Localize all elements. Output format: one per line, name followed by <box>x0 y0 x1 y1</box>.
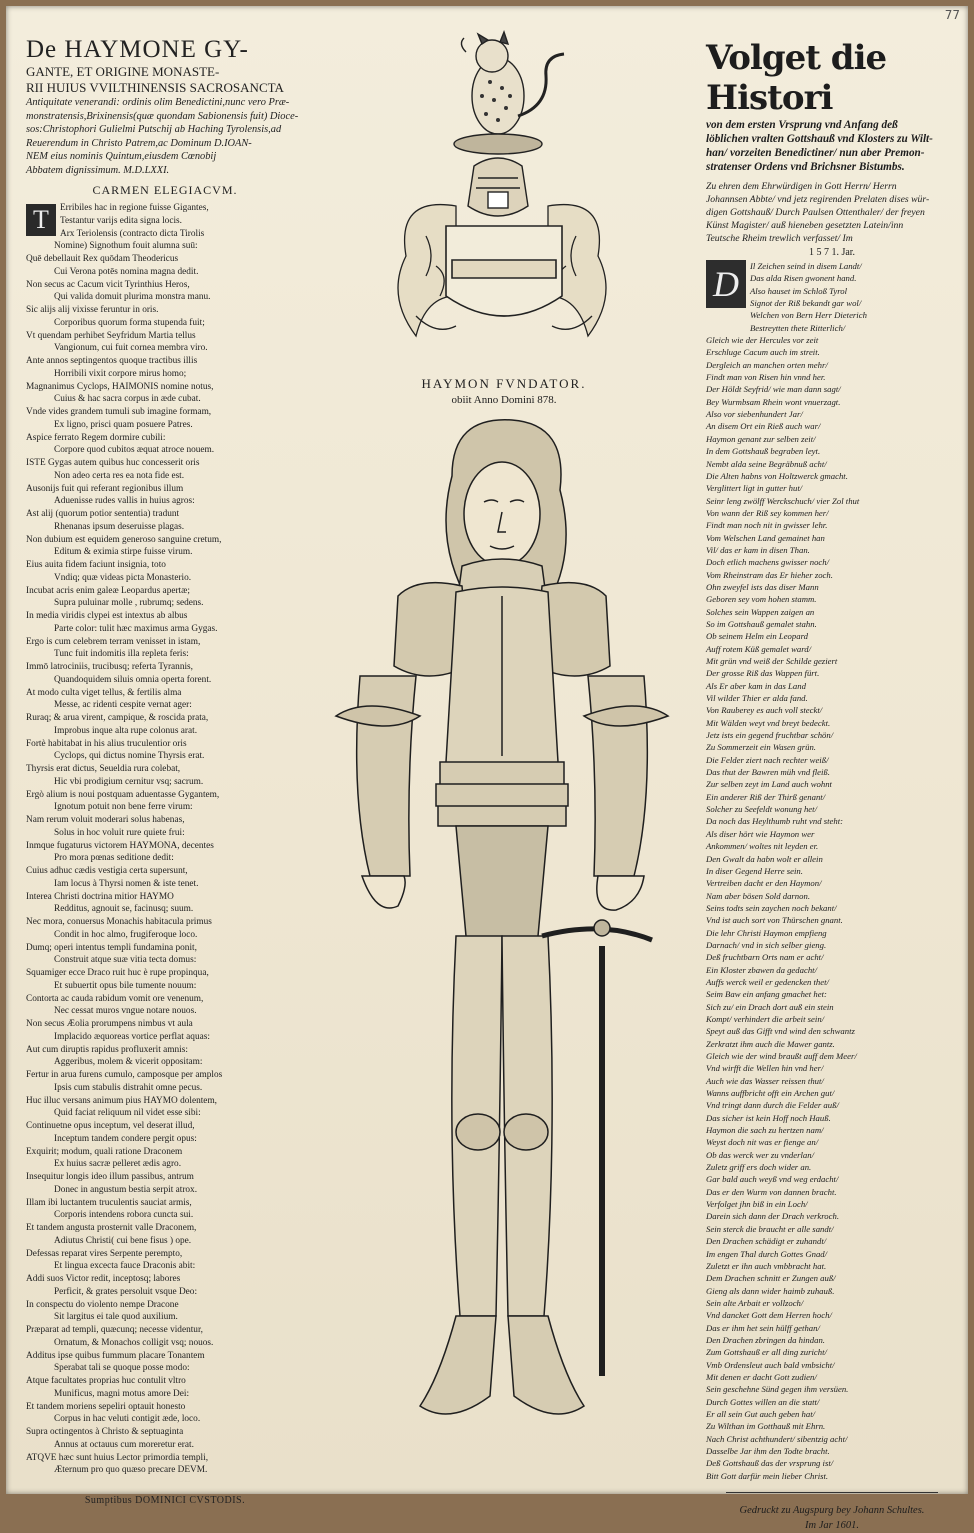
german-poem-line: In dem Gottshauß begraben leyt. <box>706 446 821 457</box>
german-column <box>706 38 958 1532</box>
latin-poem-line: Æternum pro quo quæso precare DEVM. <box>54 1465 208 1476</box>
german-poem-line: Ohn zweyfel ists das diser Mann <box>706 581 819 592</box>
german-year: 1 5 7 1. Jar. <box>808 247 856 258</box>
german-subtitle <box>706 118 958 174</box>
latin-poem-line: At modo culta viget tellus, & fertilis alma <box>26 687 182 698</box>
latin-poem-line: ATQVE hæc sunt huius Lector primordia templi, <box>26 1452 209 1463</box>
german-poem-line: Il Zeichen seind in disem Landt/ <box>750 261 862 271</box>
latin-poem-line: Additus ipse quibus fummum placare Tonantem <box>26 1350 205 1361</box>
german-poem-line: Geboren sey vom hohen stamm. <box>706 594 817 605</box>
german-dedication-line: Johannsen Abbte/ vnd jetz regirenden Prelaten dises wür- <box>706 194 930 205</box>
latin-poem-line: Perficit, & grates persoluit vsque Deo: <box>54 1286 198 1297</box>
german-poem-line: Bitt Gott darfür mein lieber Christ. <box>706 1470 829 1481</box>
german-poem-line: Dasselbe Jar ihm den Todte bracht. <box>706 1446 830 1456</box>
latin-poem-line: Quandoquidem siluis omnia operta forent. <box>54 674 212 685</box>
german-poem-line: Deß Gottshauß das der vrsprung ist/ <box>706 1458 834 1469</box>
latin-dropcap: T <box>26 204 56 236</box>
german-poem-line: Vnd ist auch sort von Thürschen gnant. <box>706 915 843 926</box>
latin-poem-line: In media viridis clypei est intextus ab albus <box>26 611 188 621</box>
german-poem-line: Als Er aber kam in das Land <box>706 680 806 691</box>
german-poem-line: Auff rotem Küß gemalet ward/ <box>706 643 812 654</box>
latin-poem-line: Continuetne opus inceptum, vel deserat illud, <box>26 1121 195 1131</box>
german-poem-line: Den Gwalt da habn wolt er allein <box>706 853 823 864</box>
german-poem-line: Ankommen/ woltes nit leyden er. <box>706 841 819 852</box>
german-poem-line: Also vor siebenhundert Jar/ <box>706 409 803 420</box>
german-poem-line: Vnd dancket Gott dem Herren hoch/ <box>706 1310 832 1321</box>
german-poem-line: Das thut der Bawren müh vnd fleiß. <box>706 767 830 778</box>
latin-title-italic-line: Reuerendum in Christo Patrem,ac Dominum D.IOAN- <box>26 137 252 149</box>
latin-poem-line: Messe, ac ridenti cespite vernat ager: <box>54 700 192 711</box>
latin-poem-line: Non secus ac Cacum vicit Tyrinthius Heros, <box>26 279 190 290</box>
german-poem-line: Wanns auffbricht offt ein Archen gut/ <box>706 1088 835 1099</box>
latin-poem-line: Fortè habitabat in his alius truculentior oris <box>26 738 187 749</box>
latin-title-line: GANTE, ET ORIGINE MONASTE- <box>26 64 220 79</box>
german-poem-line: Im engen Thal durch Gottes Gnad/ <box>706 1248 828 1259</box>
latin-poem-line: Incubat acris enim galeæ Leopardus apertæ; <box>26 585 190 596</box>
latin-poem-line: Addi suos Victor redit, inceptosq; labores <box>26 1274 181 1284</box>
carmen-heading: CARMEN ELEGIACVM. <box>92 183 238 197</box>
imprint-rule <box>726 1492 938 1493</box>
latin-poem-line: Eius auita fidem faciunt insignia, toto <box>26 560 166 570</box>
german-poem-line: Mit denen er dacht Gott zudien/ <box>706 1371 817 1382</box>
shield <box>446 226 562 316</box>
latin-poem-line: Dumq; operi intentus templi fundamina ponit, <box>26 942 197 953</box>
german-poem-line: Verfolget jhn biß in ein Loch/ <box>706 1199 808 1210</box>
latin-poem-line: Fertur in arua furens cumulo, camposque per amplos <box>26 1070 223 1080</box>
latin-poem-line: Annus at octauus cum moreretur erat. <box>54 1439 194 1450</box>
latin-poem-line: Quid faciat reliquum nil videt esse sibi: <box>54 1108 201 1119</box>
latin-poem-line: Ex huius sacræ pelleret ædis agro. <box>54 1159 182 1170</box>
german-poem-line: Von Rauberey es auch voll steckt/ <box>706 705 823 716</box>
german-poem-line: Sein sterck die braucht er alle sandt/ <box>706 1223 834 1234</box>
latin-poem-line: Ergò alium is noui postquam aduentasse Gygantem, <box>26 789 220 800</box>
german-poem-line: Zur selben zeyt im Land auch wohnt <box>706 779 832 790</box>
latin-poem-line: Ante annos septingentos quoque tractibus illis <box>26 356 198 366</box>
latin-poem-line: Cyclops, qui dictus nomine Thyrsis erat. <box>54 751 205 762</box>
german-poem-line: Die Felder ziert nach rechter weiß/ <box>706 754 829 765</box>
german-poem-line: Den Drachen schädigt er zuhandt/ <box>706 1236 827 1247</box>
latin-title-lines <box>26 64 304 96</box>
latin-title-italic <box>26 96 304 177</box>
latin-poem-line: Nec cessat muros vngue notare nouos. <box>54 1006 197 1017</box>
german-poem-line: Signot der Riß bekandt gar wol/ <box>750 298 862 309</box>
german-poem-line: Das er ihm het sein hülff gethan/ <box>706 1322 820 1333</box>
german-poem-line: Nembt alda seine Begräbnuß acht/ <box>706 458 827 469</box>
german-poem-line: Bey Wurmbsam Rhein wont vnuerzagt. <box>706 396 841 407</box>
german-poem-line: Ein Kloster zbawen da gedacht/ <box>706 964 817 975</box>
german-poem-line: Mit grün vnd weiß der Schilde geziert <box>706 656 838 666</box>
latin-poem-line: Pro mora pœnas seditione dedit: <box>54 853 174 864</box>
latin-poem-line: Exquirit; modum, quali ratione Draconem <box>26 1146 183 1157</box>
obiit-caption: obiit Anno Domini 878. <box>451 394 557 406</box>
latin-poem-line: Ex ligno, prisci quam posuere Patres. <box>54 419 193 430</box>
latin-poem-line: Solus in hoc voluit rure quiete frui: <box>54 827 185 838</box>
latin-poem-line: Sperabat tali se quoque posse modo: <box>54 1363 190 1374</box>
german-poem-line: Erschluge Cacum auch im streit. <box>706 347 820 358</box>
latin-poem-line: Defessas reparat vires Serpente perempto, <box>26 1248 183 1259</box>
german-poem-line: Als diser hört wie Haymon wer <box>706 828 815 839</box>
german-poem-line: Gar bald auch weyß vnd weg erdacht/ <box>706 1174 839 1185</box>
german-poem-line: Findt man von Risen hin vnnd her. <box>706 372 826 383</box>
latin-poem-line: Ergo is cum celebrem terram venisset in istam, <box>26 636 201 647</box>
german-poem-line: Der Höldt Seyfrid/ wie man dann sagt/ <box>706 384 841 395</box>
latin-poem-line: Hic vbi prodigium cernitur vsq; sacrum. <box>54 776 204 787</box>
latin-poem-line: Construit atque suæ vitia tecta domus: <box>54 955 197 966</box>
german-poem-line: Zerkratzt ihm auch die Mawer gantz. <box>706 1038 835 1049</box>
german-poem-line: Solches sein Wappen zaigen an <box>706 606 815 617</box>
latin-poem-line: Adiutus Christi( cui bene fisus ) ope. <box>54 1235 192 1246</box>
latin-poem-line: Et lingua excecta fauce Draconis abit: <box>54 1261 196 1272</box>
latin-poem-line: Vt quendam perhibet Seyfridum Martia tellus <box>26 330 196 341</box>
german-subtitle-line: stratenser Ordens vnd Brichsner Bistumbs. <box>706 161 905 173</box>
latin-poem-line: Quē debellauit Rex quōdam Theodericus <box>26 254 179 264</box>
latin-title-italic-line: sos:Christophori Gulielmi Putschij ab Haching Tyrolensis,ad <box>26 124 282 135</box>
german-poem-line: Haymon die sach zu hertzen nam/ <box>706 1125 824 1136</box>
latin-poem-line: Supra puluinar molle , rubrumq; sedens. <box>54 598 204 609</box>
fundator-caption: HAYMON FVNDATOR. <box>421 376 587 391</box>
latin-poem-line: Thyrsis erat dictus, Seueldia rura colebat, <box>26 764 181 774</box>
german-poem-line: Er all sein Gut auch geben hat/ <box>706 1408 816 1419</box>
latin-poem-line: Sic alijs alij vixisse feruntur in oris. <box>26 305 159 315</box>
latin-poem-line: Corpus in hac veluti contigit æde, loco. <box>54 1414 201 1425</box>
latin-poem-line: Corporis intendens robora cuncta sui. <box>54 1210 194 1221</box>
helmet <box>468 158 528 216</box>
latin-poem-line: Editum & eximia stirpe fuisse virum. <box>54 547 193 558</box>
latin-poem-line: Corporibus quorum forma stupenda fuit; <box>54 317 205 328</box>
latin-poem-line: Vndiq; quæ videas picta Monasterio. <box>54 572 192 583</box>
latin-poem-line: Nomine) Signothum fouit alumna suū: <box>54 241 198 252</box>
engraving <box>306 16 702 1486</box>
imprint-line-1: Gedruckt zu Augspurg bey Johann Schultes. <box>739 1505 925 1517</box>
latin-column <box>26 36 304 1506</box>
german-poem-line: Solcher zu Seefeldt wonung het/ <box>706 804 817 815</box>
latin-poem-line: Corpore quod cubitos æquat atroce nouem. <box>54 445 215 456</box>
latin-poem-line: Ipsis cum stabulis distrahit omne pecus. <box>54 1082 203 1093</box>
latin-poem-line: In conspectu do violento nempe Dracone <box>26 1299 179 1310</box>
latin-poem-line: Horribili vixit corpore mirus homo; <box>54 368 187 379</box>
latin-poem-line: Aspice ferrato Regem dormire cubili: <box>26 432 166 443</box>
latin-poem-line: Vangionum, cui fuit cornea membra viro. <box>54 343 208 354</box>
german-poem-line: Das alda Risen gwonent hand. <box>750 273 857 284</box>
german-poem-line: Dergleich an manchen orten mehr/ <box>706 359 828 370</box>
latin-poem-line: Arx Teriolensis (contracto dicta Tirolis <box>60 228 205 239</box>
german-poem-line: Gieng als dann wider haimb zuhauß. <box>706 1285 835 1296</box>
german-poem-line: Seins todts sein zaychen noch bekant/ <box>706 902 837 913</box>
german-poem-line: Seim Baw ein anfang gmachet het: <box>706 989 827 1000</box>
german-poem-line: Welchen von Bern Herr Dieterich <box>750 310 867 321</box>
german-poem-line: Von wann der Riß sey kommen her/ <box>706 507 829 518</box>
german-dedication-line: Teutsche Rheim trewlich verfasset/ Im <box>706 233 853 244</box>
german-dedication-line: Zu ehren dem Ehrwürdigen in Gott Herrn/ Herrn <box>706 181 897 192</box>
german-poem-line: Die lehr Christi Haymon empfieng <box>706 927 827 938</box>
german-poem-line: Vnd wirfft die Wellen hin vnd her/ <box>706 1063 824 1074</box>
german-poem-line: Zuletzt er ihn auch vmbbracht hat. <box>706 1260 827 1271</box>
latin-title-italic-line: NEM eius nominis Quintum,eiusdem Cœnobij <box>26 151 217 162</box>
latin-poem-line: Donec in angustum bestia serpit atrox. <box>54 1184 198 1195</box>
latin-title-italic-line: Abbatem dignissimum. M.D.LXXI. <box>26 164 170 176</box>
knight-figure-image <box>306 416 702 1476</box>
german-poem-line: Deß fruchtbarn Orts nam er acht/ <box>706 952 824 963</box>
german-poem-line: Speyt auß das Gifft vnd wind den schwantz <box>706 1026 855 1037</box>
latin-poem-line: Non adeo certa res ea nota fide est. <box>54 470 185 481</box>
german-poem-line: Dem Drachen schnitt er Zungen auß/ <box>706 1273 836 1284</box>
latin-poem-line: Et tandem moriens sepeliri optauit honesto <box>26 1401 186 1412</box>
latin-poem-line: Ausonijs fuit qui referant regionibus illum <box>26 483 184 494</box>
latin-poem-line: Immō latrociniis, trucibusq; referta Tyrannis, <box>26 662 193 672</box>
german-poem-line: Da noch das Heylthumb ruht vnd steht: <box>706 816 844 827</box>
latin-poem-line: Nam rerum voluit moderari solus habenas, <box>26 815 185 825</box>
german-poem-line: Vil/ das er kam in disen Than. <box>706 544 810 555</box>
latin-title-italic-line: monstratensis,Brixinensis(quæ quondam Sabionensis fuit) Dioce- <box>26 110 299 122</box>
latin-poem-line: Squamiger ecce Draco ruit huc è rupe propinqua, <box>26 968 209 978</box>
german-poem-line: Darnach/ vnd in sich selber gieng. <box>706 939 827 950</box>
german-subtitle-line: von dem ersten Vrsprung vnd Anfang deß <box>706 119 898 131</box>
german-title: Volget die Histori <box>706 38 887 118</box>
german-poem-line: Jetz ists ein gegend fruchtbar schön/ <box>706 730 834 741</box>
latin-poem-line: Implacido æquoreas vortice perflat aquas: <box>54 1031 210 1042</box>
german-poem-line: Nam aber bösen Sold darnon. <box>706 890 811 901</box>
latin-poem-line: Contorta ac cauda rabidum vomit ore venenum, <box>26 993 204 1004</box>
german-dedication <box>706 180 958 245</box>
latin-poem-line: Inmque fugaturus victorem HAYMONA, decentes <box>26 840 214 851</box>
german-poem-line: Gleich wie der Hercules vor zeit <box>706 335 819 346</box>
latin-poem-line: Atque facultates proprias huc contulit vltro <box>26 1376 186 1386</box>
german-poem-line: Ein anderer Riß der Thirß genant/ <box>706 791 826 802</box>
latin-poem-line: Ignotum potuit non bene ferre virum: <box>54 802 193 813</box>
latin-poem-line: Illam ibi luctantem truculentis sauciat armis, <box>26 1197 192 1208</box>
latin-poem-line: Aduenisse rudes vallis in huius agros: <box>54 496 195 507</box>
latin-poem-line: Ruraq; & arua virent, campique, & roscida prata, <box>26 713 209 723</box>
german-poem <box>706 260 958 1482</box>
german-dedication-line: digen Gottshauß/ Durch Paulsen Ottenthaler/ der freyen <box>706 207 925 218</box>
german-poem-line: Vil wilder Thier er alda fand. <box>706 693 808 704</box>
german-poem-line: Zu Sommerzeit ein Wasen grün. <box>706 742 816 753</box>
latin-poem-line: Non dubium est equidem generoso sanguine cretum, <box>26 534 222 545</box>
german-dedication-line: Künst Magister/ auß hieneben gesetzten Latein/inn <box>706 220 904 231</box>
german-poem-line: Der grosse Riß das Wappen fürt. <box>706 668 820 679</box>
german-poem-line: Gleich wie der wind braußt auff dem Meer/ <box>706 1051 857 1061</box>
german-poem-line: Vnd tringt dann durch die Felder auß/ <box>706 1100 839 1111</box>
german-poem-line: An disem Ort ein Rieß auch war/ <box>706 421 821 432</box>
latin-poem-line: Cuius & hac sacra corpus in æde cubat. <box>54 394 201 405</box>
latin-poem-line: Supra octingentos à Christo & septuaginta <box>26 1427 184 1437</box>
latin-poem-line: Parte color: tulit hæc maximus arma Gygas. <box>54 623 218 634</box>
german-poem-line: Seinr leng zwölff Werckschuch/ vier Zol thut <box>706 495 860 506</box>
latin-poem-line: Vnde vides grandem tumuli sub imagine formam, <box>26 407 212 417</box>
latin-poem-line: Redditus, agnouit se, facinusq; suum. <box>54 904 194 915</box>
latin-poem-line: Insequitur longis ideo illum passibus, antrum <box>26 1172 194 1182</box>
latin-title-italic-line: Antiquitate venerandi: ordinis olim Benedictini,nunc vero Præ- <box>26 97 290 108</box>
latin-poem-line: ISTE Gygas autem quibus huc concesserit oris <box>26 458 200 468</box>
german-poem-line: Sein alte Arbait er vollzoch/ <box>706 1297 804 1308</box>
latin-poem-line: Huc illuc versans animum pius HAYMO dolentem, <box>26 1095 217 1106</box>
latin-poem-line: Tunc fuit indomitis illa repleta feris: <box>54 649 189 660</box>
german-poem-line: Darein sich dann der Drach verkroch. <box>706 1211 840 1222</box>
german-poem-line: Doch etlich machens gwisser noch/ <box>706 557 830 568</box>
german-poem-line: Verglittert ligt in gutter hut/ <box>706 483 803 494</box>
german-poem-line: Den Drachen zbringen da hindan. <box>706 1334 825 1345</box>
imprint-line-2: Im Jar 1601. <box>805 1520 859 1532</box>
leopard-crest <box>454 32 564 154</box>
latin-poem-line: Munificus, magni motus amore Dei: <box>54 1388 190 1399</box>
german-poem-line: Also hauset im Schloß Tyrol <box>750 285 848 296</box>
german-poem-line: Die Alten habns von Holtzwerck gmacht. <box>706 470 848 481</box>
latin-poem-line: Iam locus à Thyrsi nomen & iste tenet. <box>54 878 199 889</box>
latin-poem-line: Rhenanas ipsum deseruisse plagas. <box>54 521 185 532</box>
german-poem-line: Das er den Wurm von dannen bracht. <box>706 1186 837 1197</box>
german-poem-line: Ob das werck wer zu vnderlan/ <box>706 1149 815 1160</box>
german-poem-line: Haymon genant zur selben zeit/ <box>706 433 816 444</box>
german-poem-line: Ob seinem Helm ein Leopard <box>706 631 808 642</box>
latin-poem-line: Erribiles hac in regione fuisse Gigantes, <box>60 203 209 213</box>
german-poem-line: Das sicher ist kein Hoff noch Hauß. <box>706 1112 831 1123</box>
german-poem-line: Kompt/ verhindert die arbeit sein/ <box>706 1013 825 1024</box>
latin-poem-line: Aut cum diruptis rapidus profluxerit amnis: <box>26 1044 188 1055</box>
latin-poem-line: Cuius adhuc cædis vestigia certa supersunt, <box>26 866 188 876</box>
german-poem-line: Vmb Ordensleut auch bald vmbsicht/ <box>706 1359 835 1370</box>
latin-poem-line: Ornatum, & Monachos colligit vsq; nouos. <box>54 1337 214 1348</box>
german-poem-line: Zuletz griff ers doch wider an. <box>706 1162 812 1173</box>
coat-of-arms-image <box>306 16 702 376</box>
latin-poem-line: Condit in hoc almo, frugiferoque loco. <box>54 929 198 940</box>
german-subtitle-line: han/ vorzeiten Benedictiner/ nun aber Premon- <box>706 147 925 159</box>
german-poem-line: Sich zu/ ein Drach dort auß ein stein <box>706 1001 834 1012</box>
german-poem-line: Vom Welschen Land gemainet han <box>706 532 825 543</box>
latin-poem-line: Nec mora, conuersus Monachis habitacula primus <box>26 917 212 927</box>
latin-poem-line: Interea Christi doctrina mitior HAYMO <box>26 891 174 902</box>
latin-poem-line: Non secus Æolia prorumpens nimbus vt aula <box>26 1019 193 1029</box>
german-poem-line: Zu Wilthan im Gotthauß mit Ehrn. <box>706 1421 826 1432</box>
latin-poem-line: Qui valida domuit plurima monstra manu. <box>54 292 211 303</box>
broadsheet <box>6 6 968 1532</box>
page-number: 77 <box>944 8 960 22</box>
german-poem-line: Nach Christ achthundert/ sibentzig acht/ <box>706 1433 848 1444</box>
latin-poem-line: Inceptum tandem condere pergit opus: <box>54 1133 197 1144</box>
german-poem-line: Vertreiben dacht er den Haymon/ <box>706 878 822 889</box>
german-poem-line: Durch Gottes willen an die statt/ <box>706 1396 820 1407</box>
latin-poem <box>26 202 304 1477</box>
latin-poem-line: Præparat ad templi, quæcunq; necesse videntur, <box>26 1325 203 1335</box>
latin-title: De HAYMONE GY- <box>26 36 249 63</box>
latin-poem-line: Testantur varijs edita signa locis. <box>60 215 182 226</box>
latin-poem-line: Sit largitus ei tale quod auxilium. <box>54 1312 178 1323</box>
latin-poem-line: Magnanimus Cyclops, HAIMONIS nomine notus, <box>26 381 214 392</box>
german-poem-line: Mit Wälden weyt vnd breyt bedeckt. <box>706 717 831 728</box>
german-poem-line: So im Gottshauß gemalet stahn. <box>706 618 817 629</box>
latin-title-line: RII HUIUS VVILTHINENSIS SACROSANCTA <box>26 80 284 95</box>
german-dropcap: D <box>706 260 746 308</box>
german-poem-line: Bestreytten thete Ritterlich/ <box>750 322 846 333</box>
german-poem-line: Weyst doch nit was er fienge an/ <box>706 1137 819 1148</box>
latin-poem-line: Et tandem angusta prosternit valle Draconem, <box>26 1223 197 1233</box>
latin-poem-line: Cui Verona potēs nomina magna dedit. <box>54 266 199 277</box>
german-poem-line: Vom Rheinstram das Er hieher zoch. <box>706 569 833 580</box>
latin-sumptibus: Sumptibus DOMINICI CVSTODIS. <box>84 1495 246 1506</box>
german-poem-line: Sein geschehne Sünd gegen ihm versüen. <box>706 1384 849 1395</box>
german-imprint <box>706 1503 958 1533</box>
german-poem-line: In diser Gegend Herre sein. <box>706 865 803 876</box>
german-poem-line: Zum Gottshauß er all ding zuricht/ <box>706 1347 827 1358</box>
latin-poem-line: Improbus inque alta rupe colonus arat. <box>54 725 198 736</box>
latin-poem-line: Aggeribus, molem & vicerit oppositam: <box>54 1057 203 1068</box>
latin-poem-line: Ast alij (quorum potior sententia) tradunt <box>26 509 180 519</box>
latin-poem-line: Et subuertit opus bile tumente nouum: <box>54 980 197 991</box>
german-poem-line: Findt man noch nit in gwisser lehr. <box>706 520 828 531</box>
german-poem-line: Auch wie das Wasser reissen thut/ <box>706 1075 824 1086</box>
german-subtitle-line: löblichen vralten Gottshauß vnd Klosters zu Wilt- <box>706 133 933 145</box>
german-poem-line: Auffs werck weil er gedencken thet/ <box>706 976 829 987</box>
